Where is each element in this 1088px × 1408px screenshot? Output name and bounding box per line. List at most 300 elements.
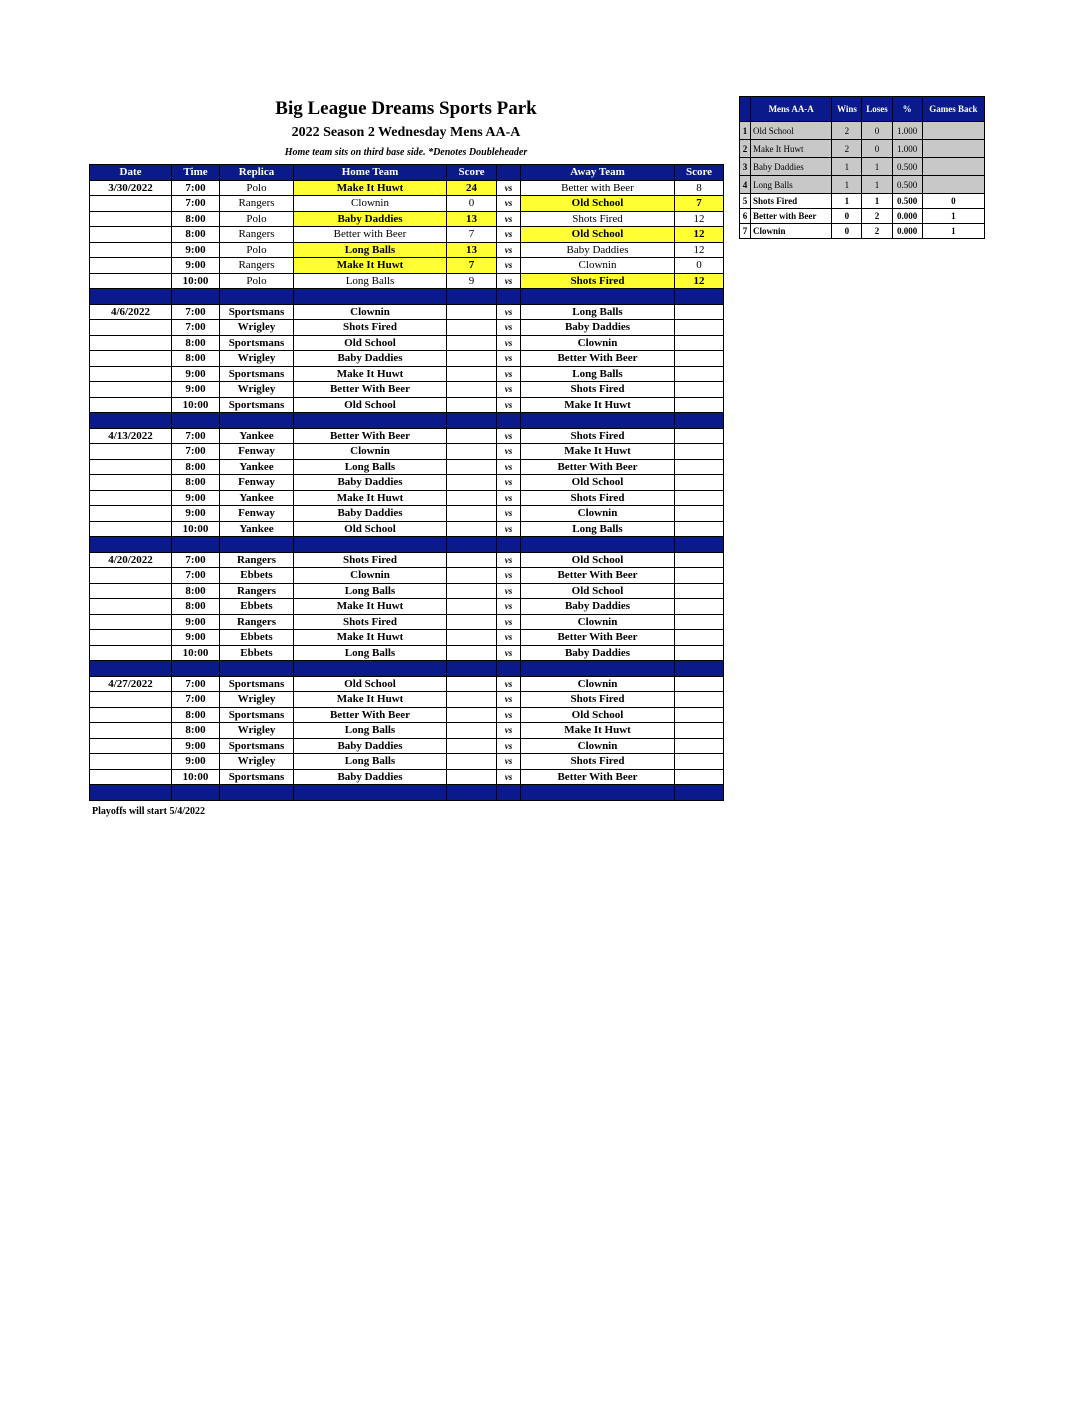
home-team: Long Balls (294, 754, 447, 770)
away-team: Shots Fired (521, 428, 675, 444)
game-date-empty (90, 335, 172, 351)
separator-cell (497, 537, 521, 553)
game-field: Yankee (220, 428, 294, 444)
home-team: Make It Huwt (294, 599, 447, 615)
game-date-empty (90, 196, 172, 212)
schedule-header-cell: Score (447, 165, 497, 181)
game-date-empty (90, 258, 172, 274)
vs-label: vs (497, 351, 521, 367)
game-time: 9:00 (172, 382, 220, 398)
game-time: 8:00 (172, 227, 220, 243)
away-score: 7 (675, 196, 724, 212)
separator-cell (90, 413, 172, 429)
home-team: Long Balls (294, 273, 447, 289)
away-score (675, 304, 724, 320)
game-row (90, 506, 724, 522)
vs-label: vs (497, 320, 521, 336)
home-score (447, 444, 497, 460)
standings-header-cell: % (892, 97, 922, 122)
separator-cell (497, 289, 521, 305)
standings-header-cell: Games Back (922, 97, 984, 122)
standings-table (739, 96, 985, 239)
home-score (447, 351, 497, 367)
game-time: 9:00 (172, 242, 220, 258)
vs-label: vs (497, 459, 521, 475)
game-date-empty (90, 723, 172, 739)
game-date-empty (90, 568, 172, 584)
vs-label: vs (497, 738, 521, 754)
away-team: Clownin (521, 738, 675, 754)
game-date-empty (90, 645, 172, 661)
standings-pct: 1.000 (892, 140, 922, 158)
away-score (675, 382, 724, 398)
home-score (447, 304, 497, 320)
away-team: Clownin (521, 335, 675, 351)
game-row (90, 630, 724, 646)
vs-label: vs (497, 196, 521, 212)
standings-games-back: 0 (922, 194, 984, 209)
game-row (90, 335, 724, 351)
home-team: Make It Huwt (294, 630, 447, 646)
home-team: Make It Huwt (294, 180, 447, 196)
game-date-empty (90, 583, 172, 599)
game-date-empty (90, 738, 172, 754)
standings-games-back: 1 (922, 224, 984, 239)
standings-team: Clownin (751, 224, 832, 239)
away-score (675, 568, 724, 584)
separator-cell (497, 785, 521, 801)
game-time: 10:00 (172, 521, 220, 537)
away-score (675, 351, 724, 367)
game-date-empty (90, 506, 172, 522)
away-team: Make It Huwt (521, 444, 675, 460)
away-team: Shots Fired (521, 692, 675, 708)
standings-row (740, 209, 985, 224)
away-score (675, 320, 724, 336)
away-score: 8 (675, 180, 724, 196)
separator-cell (172, 537, 220, 553)
vs-label: vs (497, 614, 521, 630)
separator-cell (90, 537, 172, 553)
standings-games-back (922, 140, 984, 158)
separator-cell (521, 661, 675, 677)
standings-losses: 2 (862, 209, 892, 224)
standings-row (740, 194, 985, 209)
game-date: 4/6/2022 (90, 304, 172, 320)
vs-label: vs (497, 630, 521, 646)
standings-row (740, 176, 985, 194)
vs-label: vs (497, 428, 521, 444)
game-field: Sportsmans (220, 397, 294, 413)
home-score: 0 (447, 196, 497, 212)
home-score: 13 (447, 211, 497, 227)
game-date: 4/13/2022 (90, 428, 172, 444)
game-time: 10:00 (172, 273, 220, 289)
standings-losses: 1 (862, 158, 892, 176)
game-date-empty (90, 692, 172, 708)
home-score: 13 (447, 242, 497, 258)
standings-games-back (922, 176, 984, 194)
away-score (675, 366, 724, 382)
game-time: 10:00 (172, 397, 220, 413)
away-team: Make It Huwt (521, 723, 675, 739)
game-time: 8:00 (172, 211, 220, 227)
game-field: Sportsmans (220, 304, 294, 320)
home-score (447, 583, 497, 599)
separator-cell (497, 413, 521, 429)
home-team: Shots Fired (294, 614, 447, 630)
game-time: 10:00 (172, 769, 220, 785)
home-team: Long Balls (294, 723, 447, 739)
vs-label: vs (497, 723, 521, 739)
separator-cell (90, 785, 172, 801)
game-row (90, 475, 724, 491)
vs-label: vs (497, 475, 521, 491)
game-time: 8:00 (172, 723, 220, 739)
away-team: Clownin (521, 506, 675, 522)
away-team: Baby Daddies (521, 599, 675, 615)
standings-losses: 1 (862, 176, 892, 194)
page-subtitle: 2022 Season 2 Wednesday Mens AA-A (291, 125, 521, 140)
away-team: Clownin (521, 676, 675, 692)
home-score (447, 490, 497, 506)
game-time: 7:00 (172, 676, 220, 692)
game-field: Polo (220, 180, 294, 196)
away-team: Clownin (521, 614, 675, 630)
home-team: Baby Daddies (294, 738, 447, 754)
away-team: Old School (521, 707, 675, 723)
separator-cell (447, 661, 497, 677)
away-score: 12 (675, 211, 724, 227)
game-row (90, 180, 724, 196)
home-score (447, 320, 497, 336)
home-score (447, 552, 497, 568)
game-row (90, 211, 724, 227)
standings-wins: 1 (832, 194, 862, 209)
away-score (675, 738, 724, 754)
vs-label: vs (497, 258, 521, 274)
game-field: Polo (220, 211, 294, 227)
home-team: Old School (294, 521, 447, 537)
standings-wins: 0 (832, 224, 862, 239)
game-field: Rangers (220, 614, 294, 630)
home-team: Long Balls (294, 583, 447, 599)
game-field: Sportsmans (220, 676, 294, 692)
home-team: Baby Daddies (294, 475, 447, 491)
away-team: Better With Beer (521, 351, 675, 367)
away-team: Shots Fired (521, 490, 675, 506)
game-row (90, 723, 724, 739)
game-date-empty (90, 397, 172, 413)
separator-cell (172, 413, 220, 429)
home-score (447, 630, 497, 646)
game-field: Ebbets (220, 568, 294, 584)
home-score (447, 366, 497, 382)
home-team: Make It Huwt (294, 258, 447, 274)
separator-cell (220, 785, 294, 801)
separator-cell (90, 289, 172, 305)
separator-cell (521, 413, 675, 429)
away-team: Shots Fired (521, 754, 675, 770)
away-score (675, 506, 724, 522)
week-separator (90, 537, 724, 553)
vs-label: vs (497, 769, 521, 785)
game-row (90, 382, 724, 398)
home-team: Baby Daddies (294, 769, 447, 785)
standings-header-row (740, 97, 985, 122)
away-score (675, 552, 724, 568)
game-date-empty (90, 227, 172, 243)
standings-pct: 0.500 (892, 194, 922, 209)
away-score (675, 583, 724, 599)
game-time: 8:00 (172, 335, 220, 351)
home-score: 9 (447, 273, 497, 289)
home-team: Old School (294, 335, 447, 351)
away-team: Long Balls (521, 304, 675, 320)
home-score (447, 382, 497, 398)
standings-row (740, 140, 985, 158)
game-time: 7:00 (172, 304, 220, 320)
away-score (675, 335, 724, 351)
game-field: Sportsmans (220, 366, 294, 382)
game-field: Wrigley (220, 692, 294, 708)
schedule-header-cell: Home Team (294, 165, 447, 181)
game-field: Sportsmans (220, 769, 294, 785)
away-team: Better with Beer (521, 180, 675, 196)
schedule-header-cell: Replica (220, 165, 294, 181)
standings-team: Better with Beer (751, 209, 832, 224)
game-row (90, 428, 724, 444)
game-field: Ebbets (220, 630, 294, 646)
away-score (675, 475, 724, 491)
game-date: 4/20/2022 (90, 552, 172, 568)
separator-cell (675, 289, 724, 305)
vs-label: vs (497, 304, 521, 320)
standings-team: Make It Huwt (751, 140, 832, 158)
standings-wins: 2 (832, 140, 862, 158)
game-row (90, 304, 724, 320)
standings-pct: 0.500 (892, 158, 922, 176)
home-team: Shots Fired (294, 552, 447, 568)
game-row (90, 614, 724, 630)
game-date-empty (90, 769, 172, 785)
game-field: Wrigley (220, 723, 294, 739)
home-score (447, 428, 497, 444)
home-score (447, 769, 497, 785)
game-field: Polo (220, 273, 294, 289)
away-score (675, 645, 724, 661)
away-team: Better With Beer (521, 568, 675, 584)
home-score: 24 (447, 180, 497, 196)
standings-games-back (922, 122, 984, 140)
away-team: Clownin (521, 258, 675, 274)
game-field: Rangers (220, 583, 294, 599)
game-time: 9:00 (172, 506, 220, 522)
game-row (90, 273, 724, 289)
home-score (447, 676, 497, 692)
game-field: Polo (220, 242, 294, 258)
away-team: Baby Daddies (521, 645, 675, 661)
away-team: Old School (521, 227, 675, 243)
standings-row (740, 122, 985, 140)
playoffs-note: Playoffs will start 5/4/2022 (92, 806, 206, 817)
game-row (90, 568, 724, 584)
home-team: Better With Beer (294, 707, 447, 723)
game-row (90, 754, 724, 770)
home-team: Shots Fired (294, 320, 447, 336)
separator-cell (220, 289, 294, 305)
standings-games-back: 1 (922, 209, 984, 224)
game-time: 9:00 (172, 754, 220, 770)
home-team: Baby Daddies (294, 506, 447, 522)
game-field: Fenway (220, 506, 294, 522)
week-separator (90, 289, 724, 305)
vs-label: vs (497, 707, 521, 723)
schedule-header-cell: Date (90, 165, 172, 181)
away-team: Better With Beer (521, 769, 675, 785)
away-score (675, 428, 724, 444)
away-team: Long Balls (521, 366, 675, 382)
separator-cell (172, 289, 220, 305)
vs-label: vs (497, 521, 521, 537)
vs-label: vs (497, 754, 521, 770)
separator-cell (220, 537, 294, 553)
game-date-empty (90, 754, 172, 770)
separator-cell (675, 661, 724, 677)
away-team: Old School (521, 583, 675, 599)
game-field: Wrigley (220, 320, 294, 336)
vs-label: vs (497, 599, 521, 615)
standings-header-cell: Mens AA-A (751, 97, 832, 122)
game-field: Wrigley (220, 382, 294, 398)
away-score: 12 (675, 227, 724, 243)
standings-team: Old School (751, 122, 832, 140)
game-field: Yankee (220, 521, 294, 537)
week-separator (90, 413, 724, 429)
game-time: 8:00 (172, 707, 220, 723)
separator-cell (447, 289, 497, 305)
game-date-empty (90, 320, 172, 336)
away-team: Shots Fired (521, 273, 675, 289)
game-time: 7:00 (172, 320, 220, 336)
vs-label: vs (497, 490, 521, 506)
vs-label: vs (497, 645, 521, 661)
vs-label: vs (497, 676, 521, 692)
standings-wins: 1 (832, 176, 862, 194)
vs-label: vs (497, 506, 521, 522)
game-row (90, 490, 724, 506)
game-row (90, 552, 724, 568)
standings-rank: 5 (740, 194, 751, 209)
game-field: Sportsmans (220, 335, 294, 351)
vs-label: vs (497, 180, 521, 196)
game-time: 9:00 (172, 366, 220, 382)
home-score (447, 475, 497, 491)
home-team: Old School (294, 676, 447, 692)
home-score (447, 568, 497, 584)
week-separator (90, 785, 724, 801)
separator-cell (675, 413, 724, 429)
home-score (447, 335, 497, 351)
game-row (90, 242, 724, 258)
game-time: 9:00 (172, 614, 220, 630)
standings-row (740, 224, 985, 239)
game-row (90, 227, 724, 243)
game-time: 8:00 (172, 599, 220, 615)
home-score (447, 723, 497, 739)
separator-cell (220, 413, 294, 429)
game-time: 9:00 (172, 490, 220, 506)
game-date-empty (90, 614, 172, 630)
game-field: Rangers (220, 227, 294, 243)
game-time: 8:00 (172, 583, 220, 599)
standings-rank: 3 (740, 158, 751, 176)
separator-cell (447, 413, 497, 429)
game-field: Rangers (220, 196, 294, 212)
game-field: Ebbets (220, 645, 294, 661)
away-team: Baby Daddies (521, 320, 675, 336)
standings-wins: 0 (832, 209, 862, 224)
away-score (675, 723, 724, 739)
away-score (675, 459, 724, 475)
game-time: 7:00 (172, 428, 220, 444)
home-score (447, 754, 497, 770)
home-score: 7 (447, 258, 497, 274)
game-row (90, 320, 724, 336)
home-score (447, 599, 497, 615)
game-row (90, 692, 724, 708)
game-date-empty (90, 242, 172, 258)
home-team: Make It Huwt (294, 366, 447, 382)
away-score (675, 444, 724, 460)
home-team: Old School (294, 397, 447, 413)
home-team: Long Balls (294, 645, 447, 661)
game-date-empty (90, 521, 172, 537)
home-score (447, 645, 497, 661)
away-score (675, 707, 724, 723)
standings-rank: 1 (740, 122, 751, 140)
game-row (90, 459, 724, 475)
game-field: Yankee (220, 459, 294, 475)
game-field: Sportsmans (220, 738, 294, 754)
week-separator (90, 661, 724, 677)
game-time: 7:00 (172, 692, 220, 708)
standings-losses: 0 (862, 140, 892, 158)
game-date-empty (90, 366, 172, 382)
game-field: Ebbets (220, 599, 294, 615)
game-row (90, 599, 724, 615)
standings-pct: 0.500 (892, 176, 922, 194)
home-team: Better With Beer (294, 428, 447, 444)
game-row (90, 521, 724, 537)
home-score (447, 707, 497, 723)
home-team: Baby Daddies (294, 211, 447, 227)
separator-cell (294, 289, 447, 305)
away-score (675, 676, 724, 692)
standings-row (740, 158, 985, 176)
vs-label: vs (497, 552, 521, 568)
home-team: Long Balls (294, 459, 447, 475)
separator-cell (521, 537, 675, 553)
home-score (447, 521, 497, 537)
game-date-empty (90, 444, 172, 460)
game-field: Wrigley (220, 351, 294, 367)
home-team: Long Balls (294, 242, 447, 258)
separator-cell (220, 661, 294, 677)
game-date-empty (90, 459, 172, 475)
game-time: 7:00 (172, 552, 220, 568)
standings-rank: 2 (740, 140, 751, 158)
